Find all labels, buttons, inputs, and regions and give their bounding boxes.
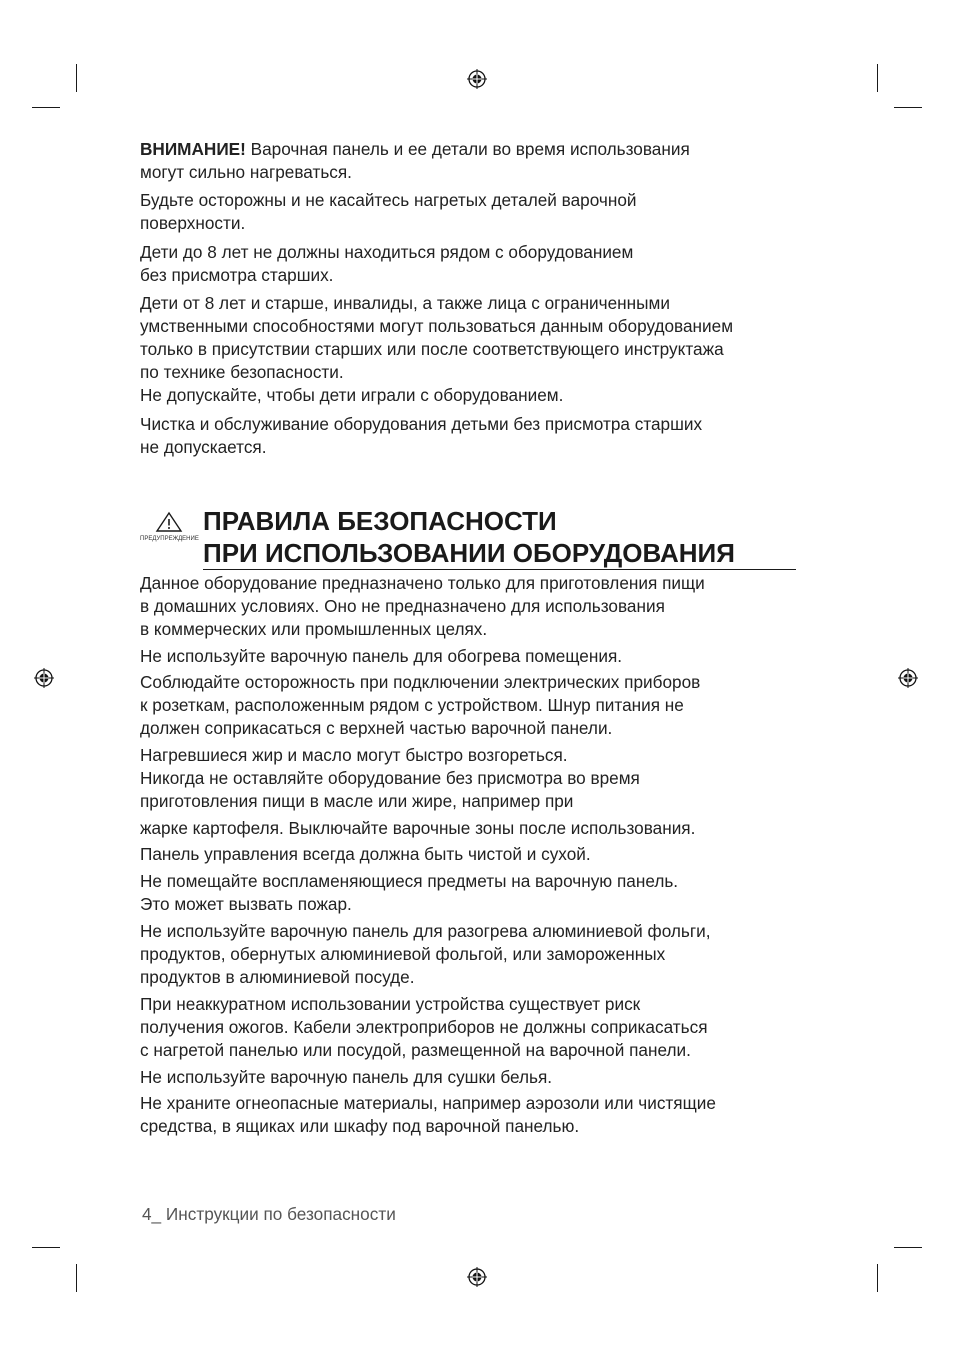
registration-mark-icon bbox=[467, 69, 487, 89]
section-paragraph: При неаккуратном использовании устройства существует риск получения ожогов. Кабели электроприборов не должны соприкасаться с нагретой панелью или посудой, размещенной на варочной панели. bbox=[140, 994, 708, 1060]
registration-mark-icon bbox=[34, 668, 54, 688]
caution-paragraph: Будьте осторожны и не касайтесь нагретых деталей варочной поверхности. bbox=[140, 190, 637, 233]
section-paragraph: Данное оборудование предназначено только для приготовления пищи в домашних условиях. Оно не предназначено для использования в коммерческих или промышленных целях. bbox=[140, 573, 705, 639]
registration-mark-icon bbox=[467, 1267, 487, 1287]
crop-mark-top-left-horizontal bbox=[32, 107, 60, 108]
crop-mark-top-right-horizontal bbox=[894, 107, 922, 108]
section-paragraph: Не используйте варочную панель для сушки белья. bbox=[140, 1067, 553, 1087]
crop-mark-top-right-vertical bbox=[877, 64, 878, 92]
crop-mark-bottom-left-vertical bbox=[76, 1264, 77, 1292]
crop-mark-bottom-right-vertical bbox=[877, 1264, 878, 1292]
warning-icon-label: ПРЕДУПРЕЖДЕНИЕ bbox=[140, 536, 199, 542]
section-paragraph: Нагревшиеся жир и масло могут быстро возгореться. Никогда не оставляйте оборудование без присмотра во время приготовления пищи в масле или жире, например при bbox=[140, 745, 640, 811]
registration-mark-icon bbox=[898, 668, 918, 688]
section-paragraph: Панель управления всегда должна быть чистой и сухой. bbox=[140, 844, 591, 864]
section-paragraph: Не используйте варочную панель для разогрева алюминиевой фольги, продуктов, обернутых алюминиевой фольгой, или замороженных продуктов в алюминиевой посуде. bbox=[140, 921, 711, 987]
page-footer: 4_ Инструкции по безопасности bbox=[142, 1204, 396, 1224]
title-underline bbox=[203, 569, 796, 570]
section-paragraph: Не используйте варочную панель для обогрева помещения. bbox=[140, 646, 623, 666]
warning-triangle-icon bbox=[155, 511, 183, 533]
section-paragraph: жарке картофеля. Выключайте варочные зоны после использования. bbox=[140, 818, 696, 838]
crop-mark-bottom-left-horizontal bbox=[32, 1247, 60, 1248]
crop-mark-top-left-vertical bbox=[76, 64, 77, 92]
section-title: ПРАВИЛА БЕЗОПАСНОСТИ ПРИ ИСПОЛЬЗОВАНИИ ОБОРУДОВАНИЯ bbox=[203, 506, 735, 568]
warning-paragraph-text: Варочная панель и ее детали во время использования могут сильно нагреваться. bbox=[140, 139, 690, 182]
crop-mark-bottom-right-horizontal bbox=[894, 1247, 922, 1248]
section-paragraph: Не помещайте воспламеняющиеся предметы на варочную панель. Это может вызвать пожар. bbox=[140, 871, 679, 914]
section-paragraph: Соблюдайте осторожность при подключении электрических приборов к розеткам, расположенным рядом с устройством. Шнур питания не должен соприкасаться с верхней частью варочной панели. bbox=[140, 672, 701, 738]
children-under-8-paragraph: Дети до 8 лет не должны находиться рядом с оборудованием без присмотра старших. bbox=[140, 242, 634, 285]
warning-bold-label: ВНИМАНИЕ! bbox=[140, 139, 246, 159]
warning-paragraph bbox=[140, 138, 690, 184]
section-paragraph: Не храните огнеопасные материалы, например аэрозоли или чистящие средства, в ящиках или шкафу под варочной панелью. bbox=[140, 1093, 716, 1136]
children-over-8-paragraph: Дети от 8 лет и старше, инвалиды, а также лица с ограниченными умственными способностями могут пользоваться данным оборудованием только в присутствии старших или после соответствующего инструктажа по технике безопасности. Не допускайте, чтобы дети играли с оборудованием. bbox=[140, 293, 734, 405]
cleaning-paragraph: Чистка и обслуживание оборудования детьми без присмотра старших не допускается. bbox=[140, 414, 703, 457]
